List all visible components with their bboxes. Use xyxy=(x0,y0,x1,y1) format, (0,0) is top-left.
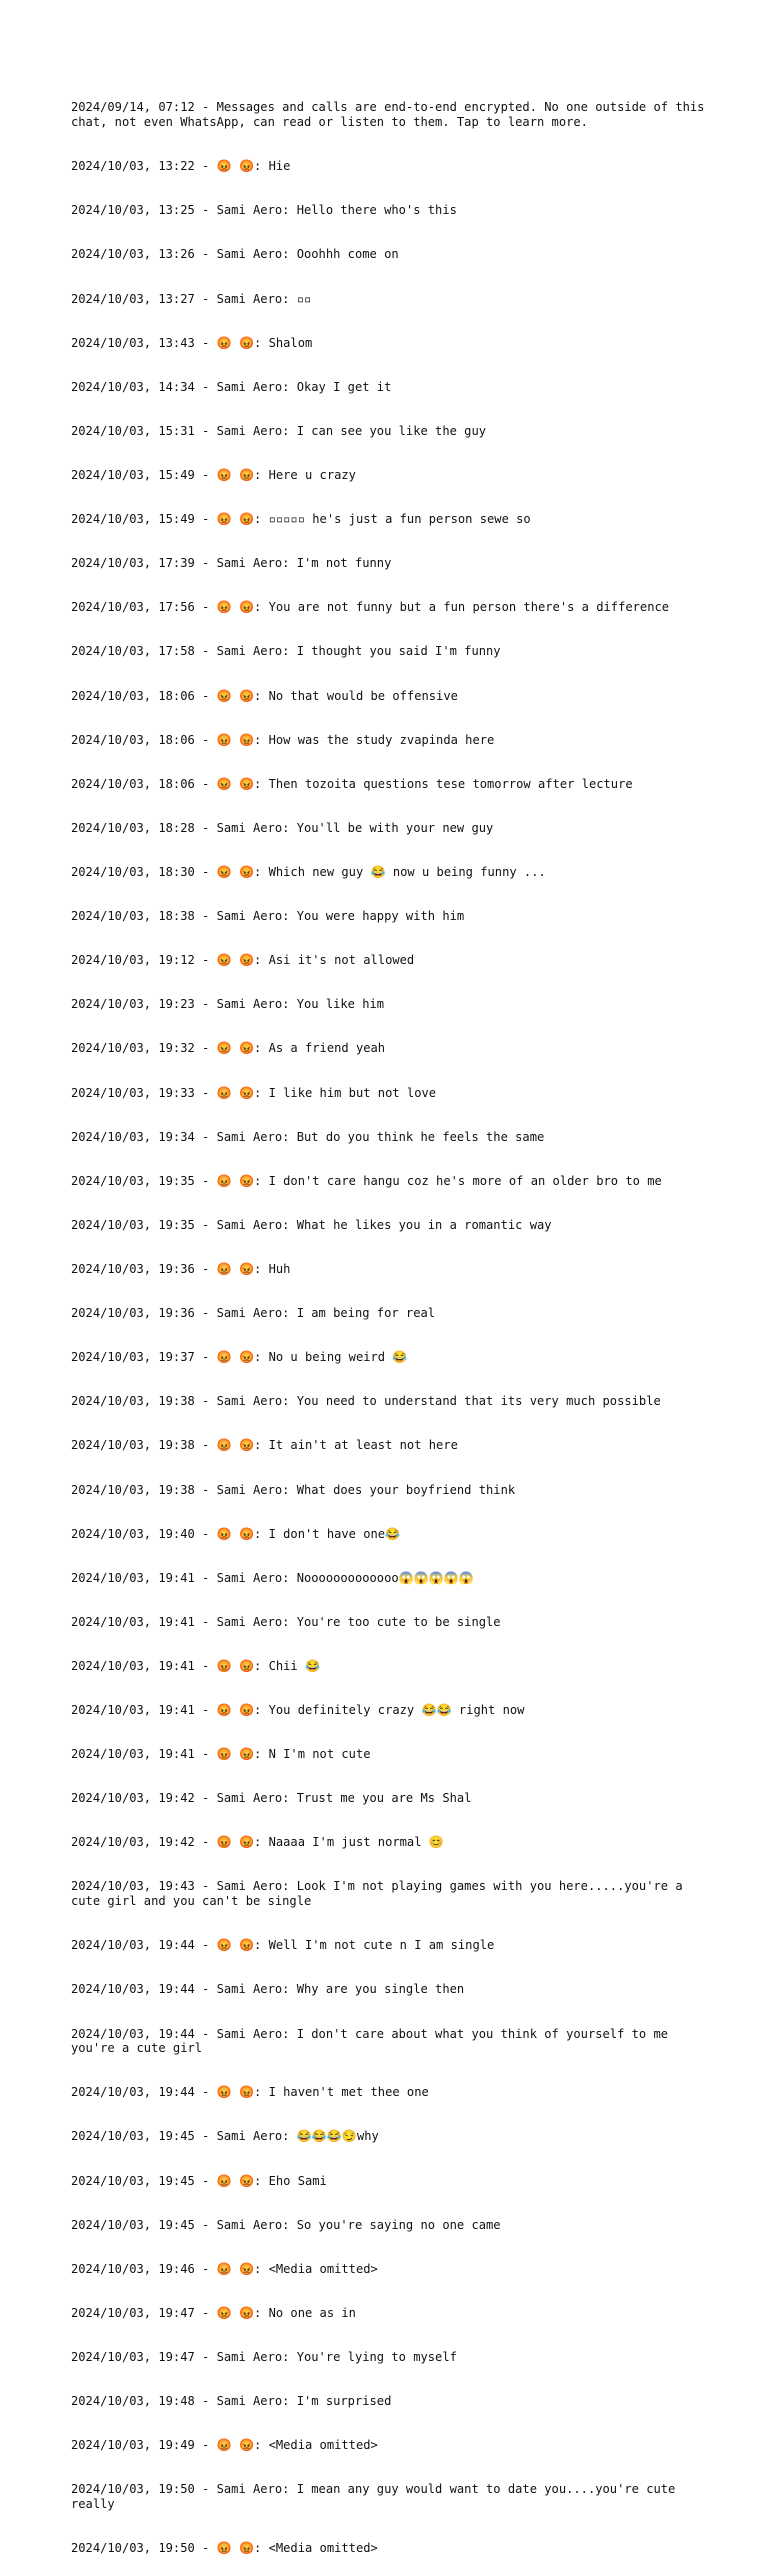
log-line: 2024/10/03, 19:47 - 😡 😡: No one as in xyxy=(71,2305,356,2320)
log-line: 2024/10/03, 19:35 - 😡 😡: I don't care hangu coz he's more of an older bro to me xyxy=(71,1173,662,1188)
log-line: 2024/10/03, 18:38 - Sami Aero: You were happy with him xyxy=(71,909,465,924)
log-line: 2024/10/03, 17:56 - 😡 😡: You are not funny but a fun person there's a difference xyxy=(71,600,670,615)
log-line: 2024/10/03, 19:41 - Sami Aero: You're too cute to be single xyxy=(71,1614,501,1629)
log-line: 2024/10/03, 19:44 - Sami Aero: Why are you single then xyxy=(71,1982,465,1997)
log-line: 2024/10/03, 17:39 - Sami Aero: I'm not funny xyxy=(71,556,392,571)
log-line: 2024/10/03, 13:43 - 😡 😡: Shalom xyxy=(71,335,313,350)
log-line: 2024/10/03, 19:45 - 😡 😡: Eho Sami xyxy=(71,2173,327,2188)
log-line: 2024/10/03, 19:38 - Sami Aero: What does your boyfriend think xyxy=(71,1482,516,1497)
log-line: 2024/10/03, 13:26 - Sami Aero: Ooohhh come on xyxy=(71,247,399,262)
log-line: 2024/10/03, 13:27 - Sami Aero: ▫▫ xyxy=(71,291,312,306)
chat-log xyxy=(71,71,711,2571)
log-line: 2024/10/03, 19:38 - Sami Aero: You need to understand that its very much possible xyxy=(71,1394,661,1409)
log-line: 2024/10/03, 19:44 - 😡 😡: Well I'm not cute n I am single xyxy=(71,1938,495,1953)
log-line: 2024/10/03, 18:06 - 😡 😡: Then tozoita questions tese tomorrow after lecture xyxy=(71,776,633,791)
log-line: 2024/10/03, 15:49 - 😡 😡: Here u crazy xyxy=(71,467,356,482)
log-line: 2024/10/03, 19:47 - Sami Aero: You're lying to myself xyxy=(71,2349,457,2364)
log-line: 2024/10/03, 18:06 - 😡 😡: How was the study zvapinda here xyxy=(71,732,495,747)
log-line: 2024/10/03, 19:36 - Sami Aero: I am being for real xyxy=(71,1306,436,1321)
log-line: 2024/10/03, 17:58 - Sami Aero: I thought you said I'm funny xyxy=(71,644,501,659)
log-line: 2024/10/03, 15:49 - 😡 😡: ▫▫▫▫▫ he's just a fun person sewe so xyxy=(71,512,531,527)
log-line: 2024/10/03, 19:41 - 😡 😡: You definitely crazy 😂😂 right now xyxy=(71,1703,525,1718)
log-line: 2024/10/03, 19:33 - 😡 😡: I like him but not love xyxy=(71,1085,437,1100)
log-line: 2024/10/03, 19:41 - 😡 😡: N I'm not cute xyxy=(71,1747,371,1762)
log-line: 2024/10/03, 19:45 - Sami Aero: So you're saying no one came xyxy=(71,2217,501,2232)
log-line: 2024/10/03, 18:30 - 😡 😡: Which new guy 😂 now u being funny ... xyxy=(71,864,546,879)
log-line: 2024/10/03, 19:37 - 😡 😡: No u being weird 😂 xyxy=(71,1350,408,1365)
log-line: 2024/10/03, 19:50 - 😡 😡: <Media omitted> xyxy=(71,2541,378,2556)
log-line: 2024/09/14, 07:12 - Messages and calls are end-to-end encrypted. No one outside of this chat, not even WhatsApp, can read or listen to them. Tap to learn more. xyxy=(71,100,712,130)
log-line: 2024/10/03, 19:34 - Sami Aero: But do you think he feels the same xyxy=(71,1129,545,1144)
log-line: 2024/10/03, 19:32 - 😡 😡: As a friend yeah xyxy=(71,1041,386,1056)
log-line: 2024/10/03, 19:35 - Sami Aero: What he likes you in a romantic way xyxy=(71,1217,552,1232)
log-line: 2024/10/03, 19:46 - 😡 😡: <Media omitted> xyxy=(71,2261,378,2276)
log-line: 2024/10/03, 19:50 - Sami Aero: I mean any guy would want to date you....you're cute really xyxy=(71,2482,683,2512)
log-line: 2024/10/03, 19:45 - Sami Aero: 😂😂😂😏why xyxy=(71,2129,379,2144)
log-line: 2024/10/03, 18:28 - Sami Aero: You'll be with your new guy xyxy=(71,820,494,835)
log-line: 2024/10/03, 19:41 - 😡 😡: Chii 😂 xyxy=(71,1658,321,1673)
log-line: 2024/10/03, 14:34 - Sami Aero: Okay I get it xyxy=(71,379,392,394)
log-line: 2024/10/03, 19:49 - 😡 😡: <Media omitted> xyxy=(71,2438,378,2453)
log-line: 2024/10/03, 19:23 - Sami Aero: You like him xyxy=(71,997,385,1012)
log-line: 2024/10/03, 19:38 - 😡 😡: It ain't at least not here xyxy=(71,1438,458,1453)
log-line: 2024/10/03, 19:36 - 😡 😡: Huh xyxy=(71,1261,291,1276)
log-line: 2024/10/03, 19:42 - 😡 😡: Naaaa I'm just normal 😊 xyxy=(71,1835,444,1850)
log-line: 2024/10/03, 19:41 - Sami Aero: Nooooooooooooo😱😱😱😱😱 xyxy=(71,1570,474,1585)
log-line: 2024/10/03, 13:25 - Sami Aero: Hello there who's this xyxy=(71,203,457,218)
log-line: 2024/10/03, 19:42 - Sami Aero: Trust me you are Ms Shal xyxy=(71,1791,472,1806)
log-line: 2024/10/03, 15:31 - Sami Aero: I can see you like the guy xyxy=(71,423,487,438)
log-line: 2024/10/03, 13:22 - 😡 😡: Hie xyxy=(71,159,291,174)
log-line: 2024/10/03, 19:44 - 😡 😡: I haven't met thee one xyxy=(71,2085,429,2100)
log-line: 2024/10/03, 19:43 - Sami Aero: Look I'm not playing games with you here.....you're a cute girl and you can't be single xyxy=(71,1879,690,1909)
log-line: 2024/10/03, 18:06 - 😡 😡: No that would be offensive xyxy=(71,688,458,703)
log-line: 2024/10/03, 19:44 - Sami Aero: I don't care about what you think of yourself to me you're a cute girl xyxy=(71,2026,676,2056)
log-line: 2024/10/03, 19:12 - 😡 😡: Asi it's not allowed xyxy=(71,953,415,968)
log-line: 2024/10/03, 19:48 - Sami Aero: I'm surprised xyxy=(71,2394,392,2409)
log-line: 2024/10/03, 19:40 - 😡 😡: I don't have one😂 xyxy=(71,1526,401,1541)
